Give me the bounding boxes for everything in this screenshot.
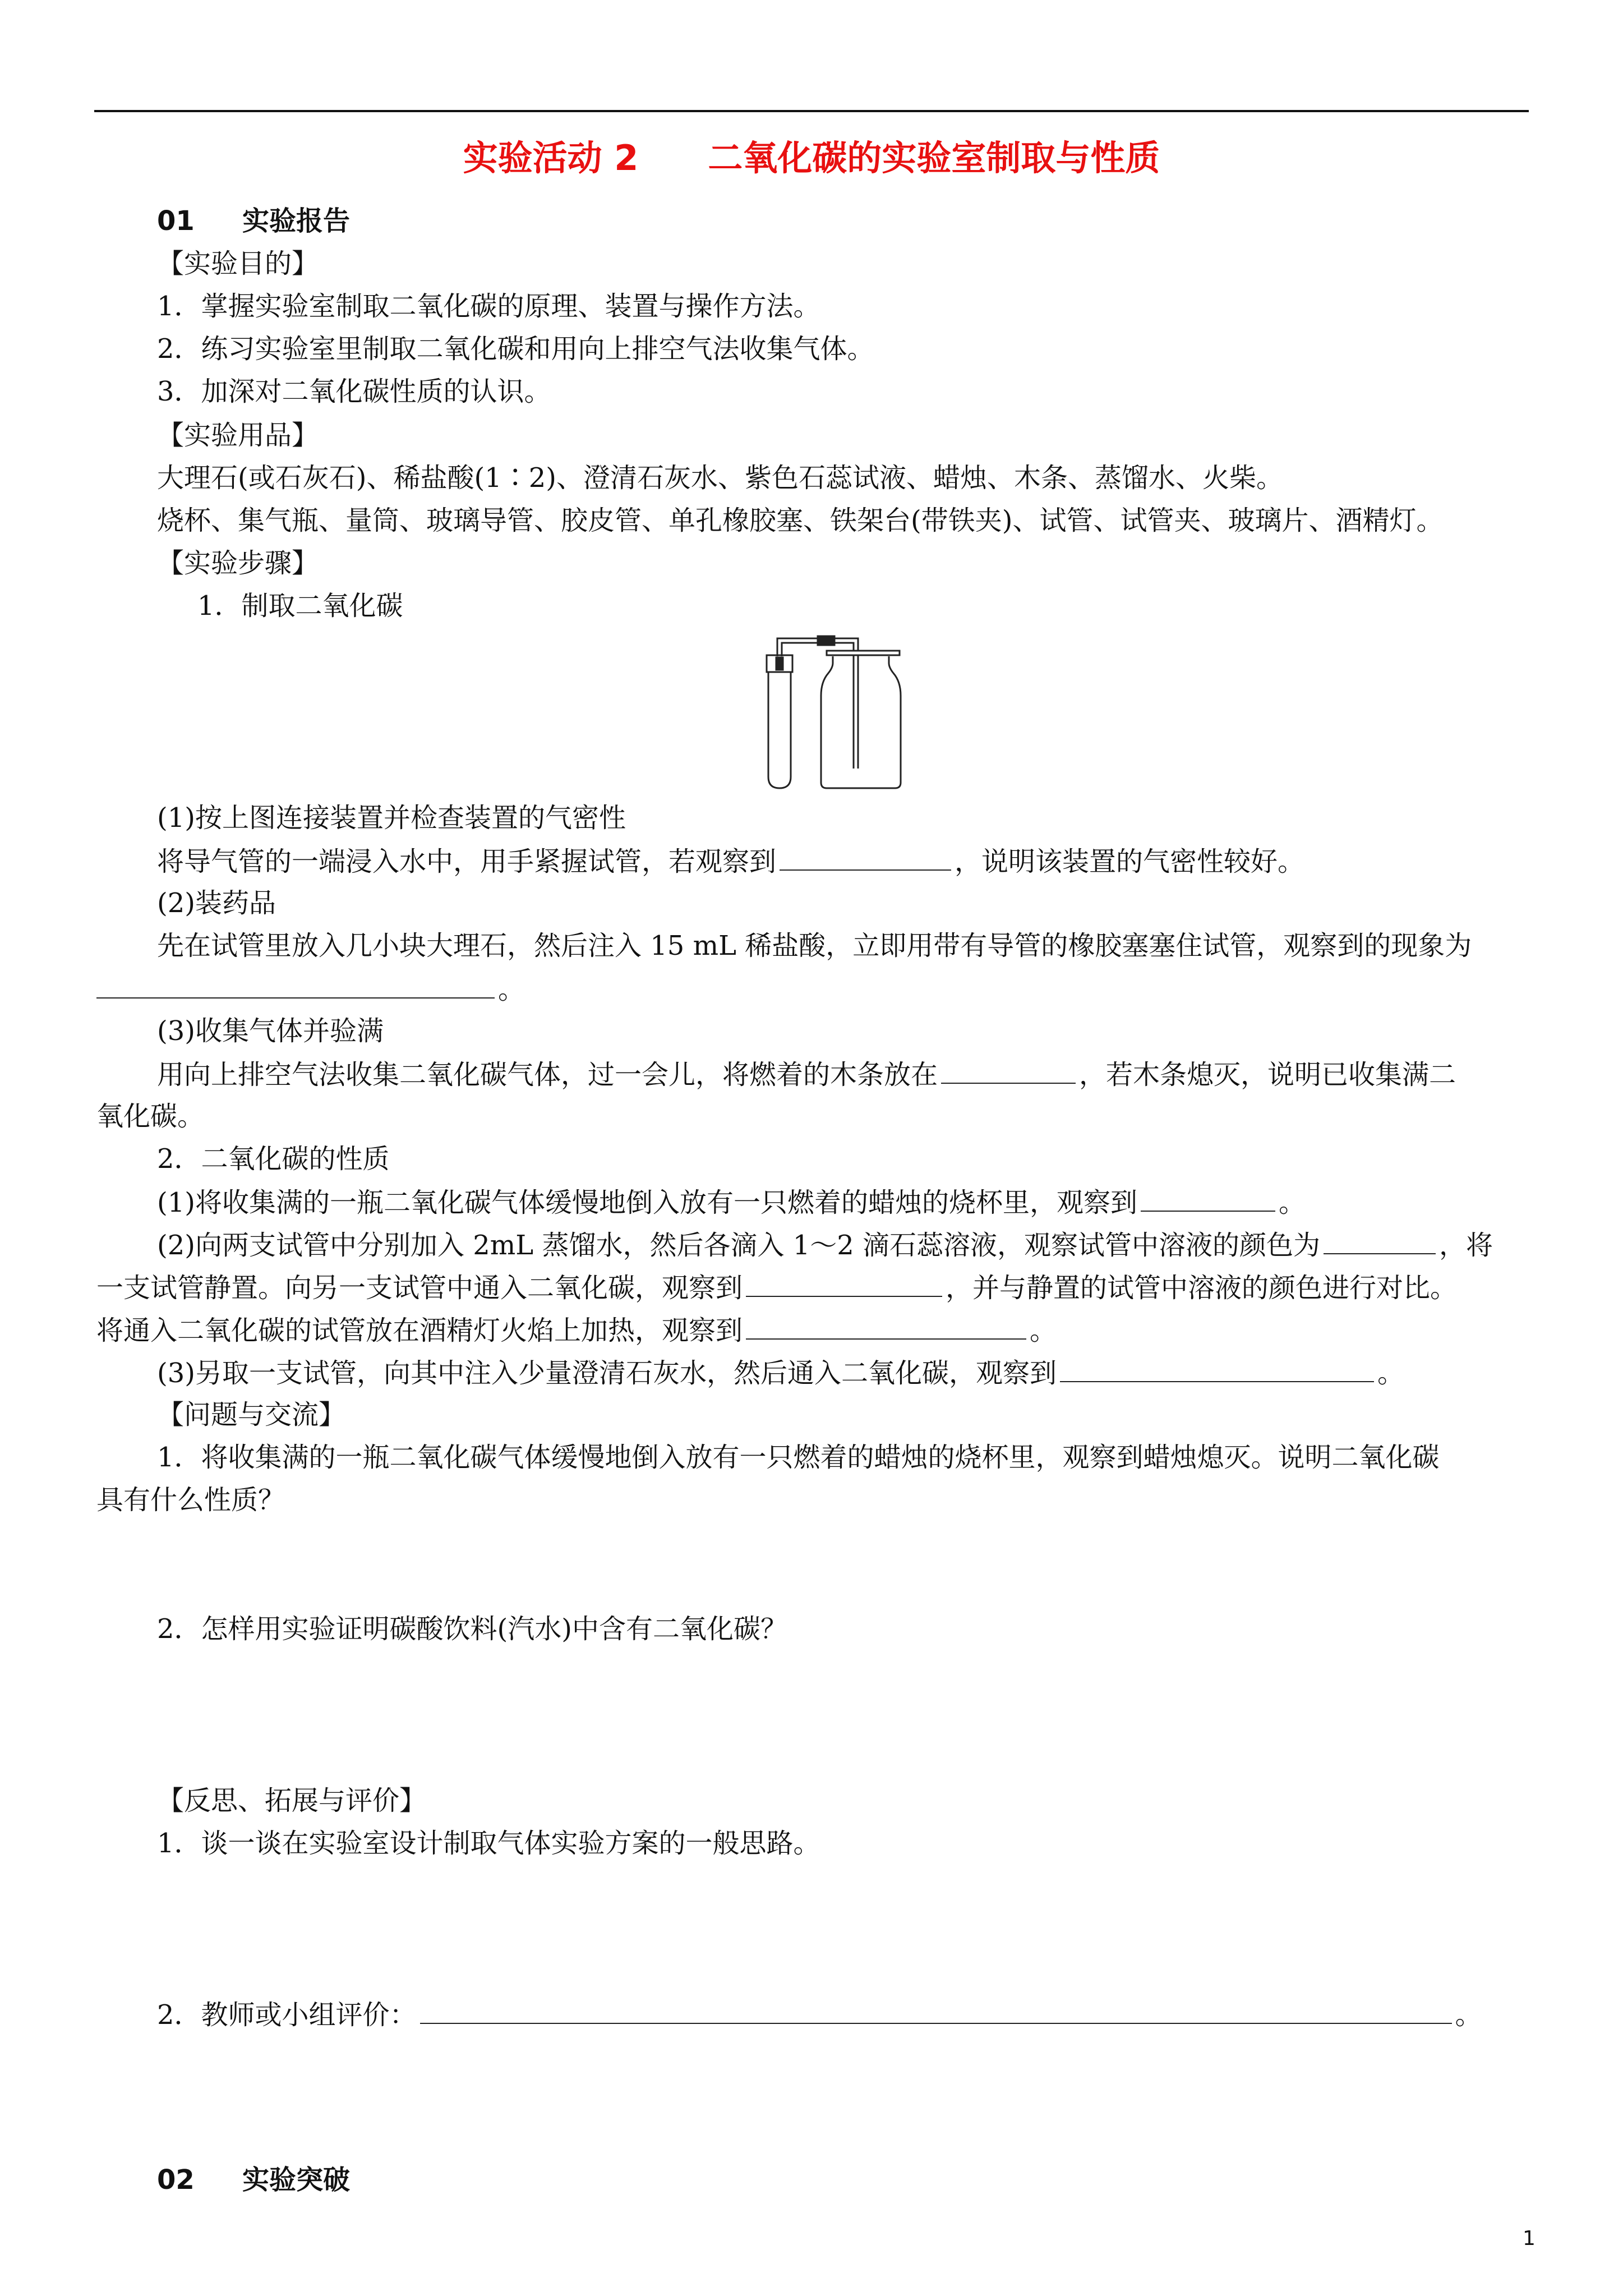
reflection-r1: 1．谈一谈在实验室设计制取气体实验方案的一般思路。 — [157, 1828, 820, 1859]
answer-blank-evaluation[interactable] — [420, 2000, 1452, 2024]
reflection-r2-prefix: 2．教师或小组评价： — [157, 1999, 417, 2031]
step-1a-text — [157, 847, 1304, 875]
step-2b-l3-prefix: 将通入二氧化碳的试管放在酒精灯火焰上加热，观察到 — [96, 1315, 743, 1346]
step-1c-line2: 氧化碳。 — [96, 1101, 205, 1132]
step-1b-line1: 先在试管里放入几小块大理石，然后注入 15 mL 稀盐酸，立即用带有导管的橡胶塞塞住试管，观察到的现象为 — [157, 930, 1472, 961]
purpose-item-1: 1．掌握实验室制取二氧化碳的原理、装置与操作方法。 — [157, 291, 820, 322]
page-title: 实验活动 2 二氧化碳的实验室制取与性质 — [463, 137, 1160, 178]
step-1a-prefix: 将导气管的一端浸入水中，用手紧握试管，若观察到 — [157, 846, 777, 877]
answer-area-q2[interactable] — [157, 1655, 1503, 1767]
co2-apparatus-diagram — [751, 623, 920, 791]
materials-apparatus: 烧杯、集气瓶、量筒、玻璃导管、胶皮管、单孔橡胶塞、铁架台(带铁夹)、试管、试管夹、玻璃片、酒精灯。 — [157, 505, 1444, 536]
step-2b-suffix: ，将 — [1439, 1230, 1493, 1261]
answer-blank-phenomenon[interactable] — [96, 975, 495, 999]
answer-blank-airtightness[interactable] — [780, 847, 951, 871]
discussion-q1-line2: 具有什么性质？ — [96, 1484, 285, 1516]
step-2b-l2-prefix: 一支试管静置。向另一支试管中通入二氧化碳，观察到 — [96, 1272, 743, 1304]
step-1b-end: 。 — [498, 974, 525, 1005]
step-2b-l3-suffix: 。 — [1030, 1315, 1057, 1346]
step-1c-prefix: 用向上排空气法收集二氧化碳气体，过一会儿，将燃着的木条放在 — [157, 1059, 938, 1091]
reflection-r2 — [157, 1999, 1482, 2031]
step-1-title: 1．制取二氧化碳 — [197, 590, 403, 622]
gas-bottle — [821, 656, 901, 788]
delivery-tube — [777, 638, 823, 656]
step-1a-suffix: ，说明该装置的气密性较好。 — [955, 846, 1305, 877]
step-2-title: 2．二氧化碳的性质 — [157, 1143, 390, 1175]
step-1b-line2 — [96, 975, 525, 1003]
reflection-r2-suffix: 。 — [1455, 1999, 1482, 2031]
reflection-heading: 【反思、拓展与评价】 — [157, 1785, 427, 1816]
step-1c-text — [157, 1059, 1456, 1091]
materials-chemicals: 大理石(或石灰石)、稀盐酸(1∶2)、澄清石灰水、紫色石蕊试液、蜡烛、木条、蒸馏水、火柴。 — [157, 462, 1283, 494]
step-1a-title: (1)按上图连接装置并检查装置的气密性 — [157, 802, 626, 834]
step-2b-line3 — [96, 1316, 1057, 1344]
step-2c-text — [157, 1359, 1404, 1387]
answer-blank-limewater[interactable] — [1060, 1359, 1374, 1382]
page-number: 1 — [1523, 2227, 1536, 2250]
step-2c-prefix: (3)另取一支试管，向其中注入少量澄清石灰水，然后通入二氧化碳，观察到 — [157, 1358, 1057, 1389]
section-1-number: 01 — [157, 205, 195, 237]
answer-area-r1[interactable] — [157, 1868, 1503, 1980]
step-2c-suffix: 。 — [1377, 1358, 1405, 1389]
discussion-heading: 【问题与交流】 — [157, 1399, 346, 1430]
header-rule — [94, 110, 1529, 112]
answer-blank-candle[interactable] — [1141, 1188, 1275, 1212]
step-2b-prefix: (2)向两支试管中分别加入 2mL 蒸馏水，然后各滴入 1～2 滴石蕊溶液，观察试管中溶液的颜色为 — [157, 1230, 1321, 1261]
answer-area-q1[interactable] — [157, 1526, 1503, 1604]
purpose-heading: 【实验目的】 — [157, 248, 319, 279]
step-2b-line1 — [157, 1231, 1493, 1259]
section-2-name: 实验突破 — [242, 2164, 351, 2196]
test-tube — [768, 670, 791, 788]
answer-blank-heating[interactable] — [746, 1316, 1026, 1340]
step-1c-suffix: ，若木条熄灭，说明已收集满二 — [1079, 1059, 1456, 1091]
discussion-q1-line1: 1．将收集满的一瓶二氧化碳气体缓慢地倒入放有一只燃着的蜡烛的烧杯里，观察到蜡烛熄灭。说明二氧化碳 — [157, 1442, 1440, 1473]
purpose-item-3: 3．加深对二氧化碳性质的认识。 — [157, 376, 551, 407]
step-2a-text — [157, 1188, 1306, 1216]
step-2b-line2 — [96, 1272, 1458, 1304]
materials-heading: 【实验用品】 — [157, 420, 319, 451]
step-2a-prefix: (1)将收集满的一瓶二氧化碳气体缓慢地倒入放有一只燃着的蜡烛的烧杯里，观察到 — [157, 1187, 1137, 1218]
answer-blank-check-position[interactable] — [941, 1060, 1076, 1084]
steps-heading: 【实验步骤】 — [157, 547, 319, 579]
step-2b-l2-suffix: ，并与静置的试管中溶液的颜色进行对比。 — [946, 1272, 1458, 1304]
step-2a-suffix: 。 — [1279, 1187, 1306, 1218]
rubber-hose — [818, 636, 834, 645]
answer-blank-co2-color[interactable] — [746, 1273, 942, 1297]
section-2-number: 02 — [157, 2164, 195, 2196]
glass-plate — [827, 651, 900, 655]
step-1b-title: (2)装药品 — [157, 887, 276, 919]
step-1c-title: (3)收集气体并验满 — [157, 1015, 384, 1047]
purpose-item-2: 2．练习实验室里制取二氧化碳和用向上排空气法收集气体。 — [157, 333, 874, 365]
answer-blank-color[interactable] — [1324, 1231, 1436, 1254]
section-1-name: 实验报告 — [242, 205, 351, 237]
discussion-q2: 2．怎样用实验证明碳酸饮料(汽水)中含有二氧化碳？ — [157, 1613, 787, 1645]
